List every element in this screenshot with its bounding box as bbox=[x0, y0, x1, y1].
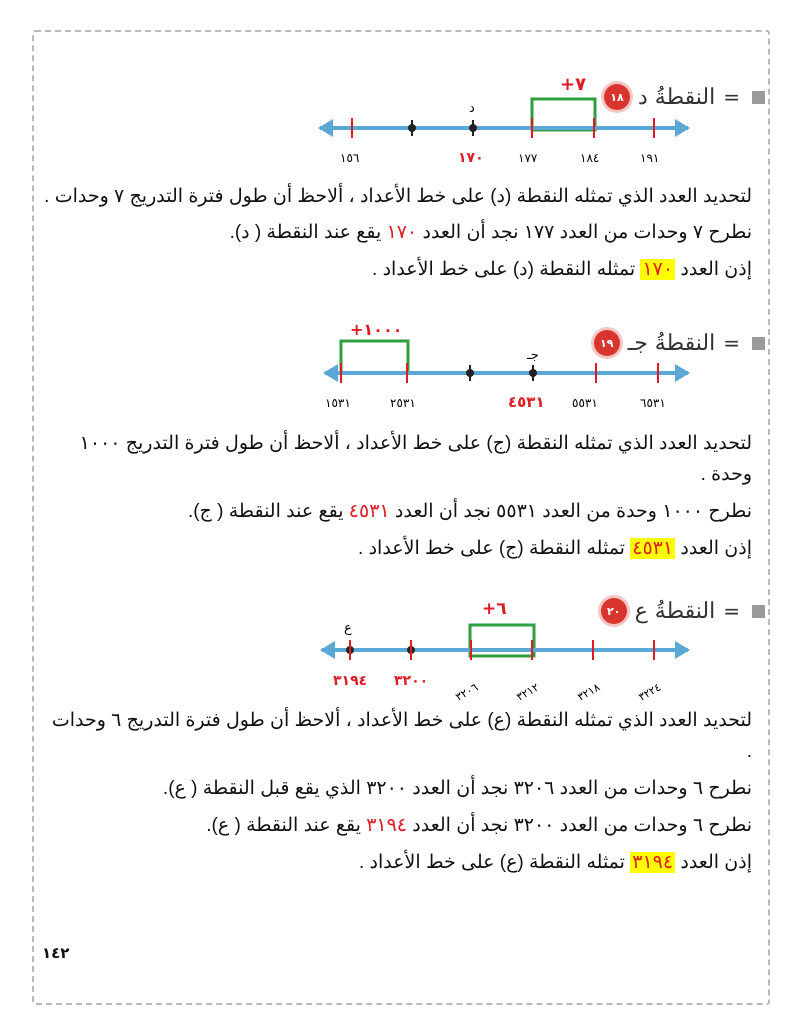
text-line: نطرح ٦ وحدات من العدد ٣٢٠٠ نجد أن العدد ٣١٩٤ يقع عند النقطة ( ع). bbox=[206, 815, 752, 836]
number-line-j bbox=[0, 315, 800, 425]
point-label: النقطةُ جـ bbox=[627, 330, 716, 356]
point-name: جـ bbox=[527, 348, 539, 363]
problem-number-badge: ١٩ bbox=[594, 330, 620, 356]
text-line: إذن العدد ١٧٠ تمثله النقطة (د) على خط الأعداد . bbox=[372, 259, 752, 280]
text-line: إذن العدد ٣١٩٤ تمثله النقطة (ع) على خط الأعداد . bbox=[358, 852, 752, 873]
problem-number-badge: ٢٠ bbox=[601, 598, 627, 624]
tick-label: ٤٥٣١ bbox=[508, 393, 545, 411]
solution-j bbox=[42, 428, 752, 564]
answer-highlight: ٤٥٣١ bbox=[632, 538, 674, 559]
step-box bbox=[341, 341, 408, 373]
solution-a bbox=[42, 705, 752, 878]
tick-label: ٦٥٣١ bbox=[640, 396, 666, 410]
tick-label: ١٨٤ bbox=[580, 151, 600, 165]
step-label: +٧ bbox=[560, 74, 587, 95]
step-label: +٦ bbox=[482, 599, 507, 619]
tick-label: ١٩١ bbox=[640, 151, 660, 165]
text-line: نطرح ٦ وحدات من العدد ٣٢٠٦ نجد أن العدد ٣٢٠٠ الذي يقع قبل النقطة ( ع). bbox=[162, 778, 752, 799]
tick-label: ٣٢٠٦ bbox=[453, 680, 481, 704]
tick-label: ٣١٩٤ bbox=[333, 673, 368, 689]
step-box bbox=[532, 99, 595, 130]
left-arrow-icon bbox=[323, 364, 338, 382]
text-line: لتحديد العدد الذي تمثله النقطة (ج) على خط الأعداد ، ألاحظ أن طول فترة التدريج ١٠٠٠ وحدة . bbox=[79, 433, 752, 485]
point-label: النقطةُ ع bbox=[634, 598, 716, 624]
point-label: النقطةُ د bbox=[638, 84, 716, 110]
equals-sign: = bbox=[723, 599, 740, 623]
tick-label: ١٥٣١ bbox=[325, 396, 351, 410]
page-number: ١٤٢ bbox=[42, 944, 70, 962]
right-arrow-icon bbox=[675, 119, 690, 137]
tick-label: ٢٥٣١ bbox=[390, 396, 416, 410]
tick-label: ١٥٦ bbox=[340, 151, 360, 165]
tick-label: ١٧٠ bbox=[458, 150, 484, 166]
tick-label: ٣٢٠٠ bbox=[394, 673, 429, 689]
solution-d bbox=[42, 181, 752, 285]
right-arrow-icon bbox=[675, 641, 690, 659]
equals-sign: = bbox=[723, 85, 740, 109]
answer-highlight: ١٧٠ bbox=[642, 259, 674, 280]
tick-label: ٣٢٢٤ bbox=[636, 680, 664, 704]
answer-highlight: ٣١٩٤ bbox=[632, 852, 674, 873]
right-arrow-icon bbox=[675, 364, 690, 382]
left-arrow-icon bbox=[320, 641, 335, 659]
text-line: إذن العدد ٤٥٣١ تمثله النقطة (ج) على خط الأعداد . bbox=[358, 538, 752, 559]
number-line-a bbox=[0, 590, 800, 720]
text-line: لتحديد العدد الذي تمثله النقطة (د) على خط الأعداد ، ألاحظ أن طول فترة التدريج ٧ وحدات . bbox=[44, 186, 752, 207]
problem-number-badge: ١٨ bbox=[604, 84, 630, 110]
point-name: د bbox=[469, 101, 475, 116]
tick-label: ٣٢١٨ bbox=[575, 680, 603, 704]
left-arrow-icon bbox=[318, 119, 333, 137]
tick-label: ١٧٧ bbox=[518, 151, 538, 165]
text-line: نطرح ١٠٠٠ وحدة من العدد ٥٥٣١ نجد أن العدد ٤٥٣١ يقع عند النقطة ( ج). bbox=[187, 501, 752, 522]
tick-label: ٣٢١٢ bbox=[514, 680, 542, 704]
point-name: ع bbox=[344, 621, 352, 636]
tick-label: ٥٥٣١ bbox=[572, 396, 598, 410]
text-line: نطرح ٧ وحدات من العدد ١٧٧ نجد أن العدد ١٧٠ يقع عند النقطة ( د). bbox=[229, 222, 752, 243]
text-line: لتحديد العدد الذي تمثله النقطة (ع) على خط الأعداد ، ألاحظ أن طول فترة التدريج ٦ وحدات . bbox=[51, 710, 752, 762]
step-label: +١٠٠٠ bbox=[350, 320, 403, 339]
equals-sign: = bbox=[723, 331, 740, 355]
